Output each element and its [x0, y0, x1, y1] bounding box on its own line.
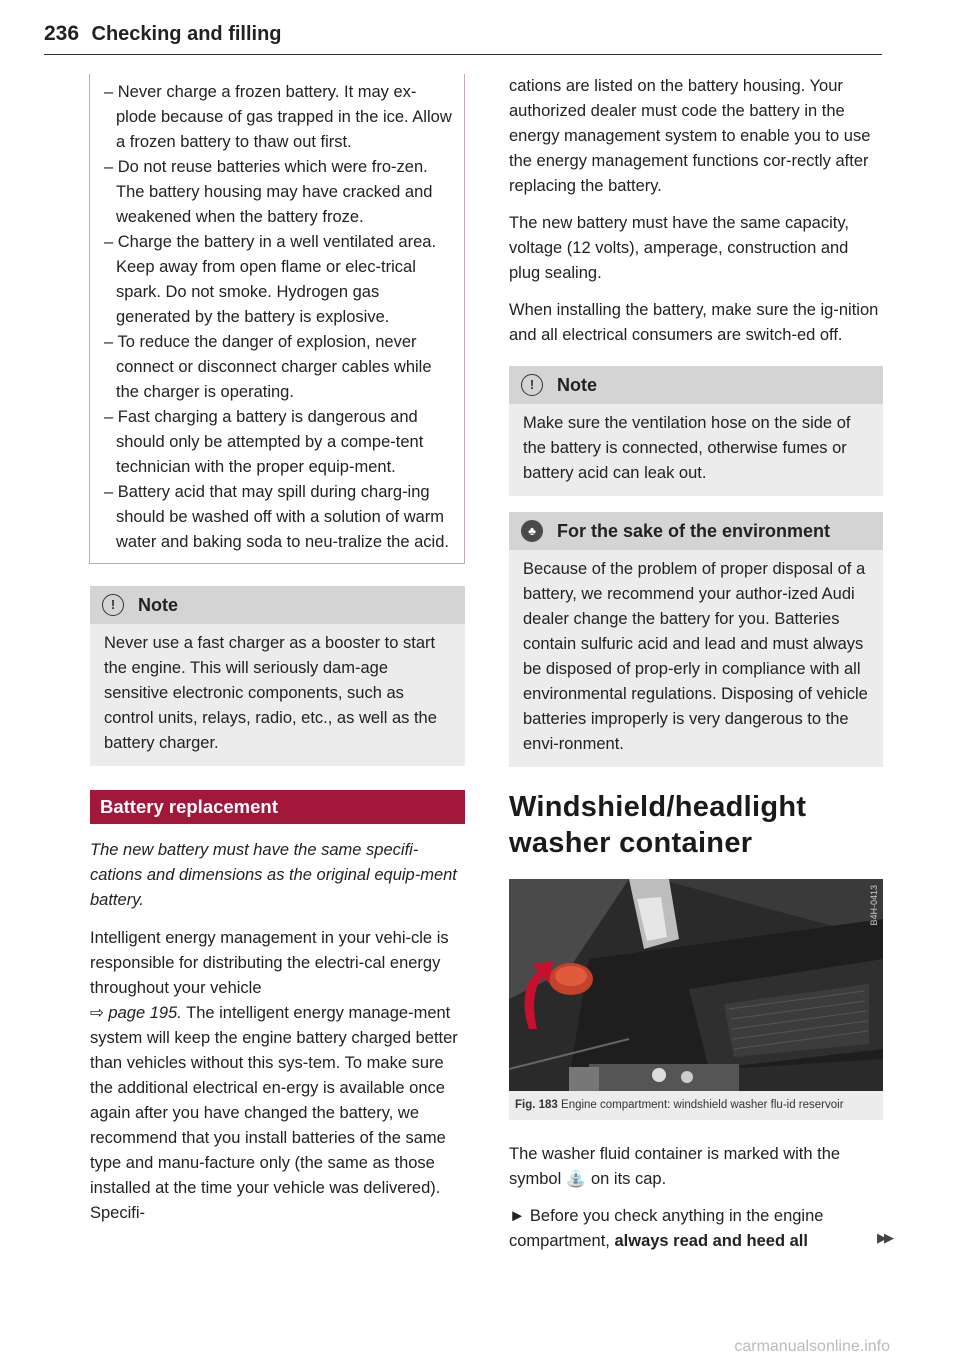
battery-capacity-paragraph: The new battery must have the same capacity, voltage (12 volts), amperage, construction and plug sealing.	[509, 214, 849, 282]
note-body: Make sure the ventilation hose on the side of the battery is connected, otherwise fumes or battery acid can leak out.	[523, 414, 851, 482]
battery-install-paragraph: When installing the battery, make sure the ig-nition and all electrical consumers are switch-ed off.	[509, 301, 879, 344]
environment-title: For the sake of the environment	[557, 520, 831, 541]
figure-code: B4H-0413	[869, 885, 879, 926]
battery-paragraph	[90, 926, 465, 1226]
figure-caption	[509, 1091, 883, 1120]
environment-header	[509, 512, 883, 550]
figure-caption-text: Engine compartment: windshield washer flu-id reservoir	[557, 1099, 844, 1111]
battery-text-a: Intelligent energy management in your vehi-cle is responsible for distributing the electri-cal energy throughout your vehicle	[90, 929, 449, 997]
section-title: Checking and filling	[91, 23, 282, 45]
left-column	[90, 74, 465, 1226]
warning-item: – Do not reuse batteries which were fro-zen. The battery housing may have cracked and weakened when the battery froze.	[104, 158, 433, 226]
warning-item: – Battery acid that may spill during charg-ing should be washed off with a solution of warm water and baking soda to neu-tralize the acid.	[104, 483, 449, 551]
note-header	[509, 366, 883, 404]
warning-box	[89, 74, 465, 564]
battery-spec-paragraph: cations are listed on the battery housing. Your authorized dealer must code the battery in the energy management system to enable you to use the energy management functions cor-rectly after replacing the battery.	[509, 77, 871, 195]
figure-engine-compartment	[509, 879, 883, 1120]
caution-icon: !	[521, 374, 543, 396]
page-link[interactable]: ⇨ page 195.	[90, 1004, 182, 1022]
battery-text-b: The intelligent energy manage-ment system will keep the engine battery charged better than vehicles without this sys-tem. To make sure the additional electrical en-ergy is available once again after you have changed the battery, we recommend that you install batteries of the same type and manu-facture only (the same as those installed at the time your vehicle was delivered). Specifi-	[90, 1004, 458, 1222]
note-box-ventilation	[509, 366, 883, 496]
page-number: 236	[44, 22, 80, 45]
engine-photo	[509, 879, 883, 1091]
warning-item: – Never charge a frozen battery. It may ex-plode because of gas trapped in the ice. Allow a frozen battery to thaw out first.	[104, 83, 452, 151]
washer-heading	[509, 789, 883, 861]
page-header	[44, 22, 882, 55]
note-header	[90, 586, 465, 624]
note-body: Never use a fast charger as a booster to start the engine. This will seriously dam-age sensitive electronic components, such as control units, relays, radio, etc., as well as the battery charger.	[104, 634, 437, 752]
figure-label: Fig. 183	[515, 1099, 558, 1111]
note-title: Note	[138, 594, 178, 615]
warning-item: – To reduce the danger of explosion, never connect or disconnect charger cables while the charger is operating.	[104, 333, 432, 401]
warning-item: – Fast charging a battery is dangerous and should only be attempted by a compe-tent technician with the proper equip-ment.	[104, 408, 424, 476]
watermark: carmanualsonline.info	[734, 1338, 890, 1355]
note-title: Note	[557, 374, 597, 395]
washer-bullet-text: ► Before you check anything in the engine compartment,	[509, 1207, 824, 1250]
environment-body: Because of the problem of proper disposal of a battery, we recommend your author-ized Audi dealer change the battery for you. Batteries contain sulfuric acid and lead and must always be disposed of prop-erly in compliance with all environmental regulations. Disposing of vehicle batteries improperly is very dangerous to the envi-ronment.	[523, 560, 868, 753]
battery-replacement-heading: Battery replacement	[90, 790, 465, 824]
note-box-charger	[90, 586, 465, 766]
right-column	[509, 74, 891, 1254]
warning-list	[104, 80, 452, 555]
environment-icon: ♣	[521, 520, 543, 542]
washer-heading-line1: Windshield/headlight	[509, 791, 807, 823]
environment-box	[509, 512, 883, 767]
continue-arrow-icon: ▶▶	[877, 1230, 891, 1245]
washer-paragraph: The washer fluid container is marked with the symbol ⛲ on its cap.	[509, 1145, 841, 1188]
warning-item: – Charge the battery in a well ventilated area. Keep away from open flame or elec-trical spark. Do not smoke. Hydrogen gas generated by the battery is explosive.	[104, 233, 437, 326]
washer-bullet	[509, 1204, 891, 1254]
washer-heading-line2: washer container	[509, 827, 753, 859]
caution-icon: !	[102, 594, 124, 616]
washer-bullet-bold: always read and heed all	[614, 1232, 808, 1250]
battery-intro: The new battery must have the same specifi-cations and dimensions as the original equip-ment battery.	[90, 841, 457, 909]
